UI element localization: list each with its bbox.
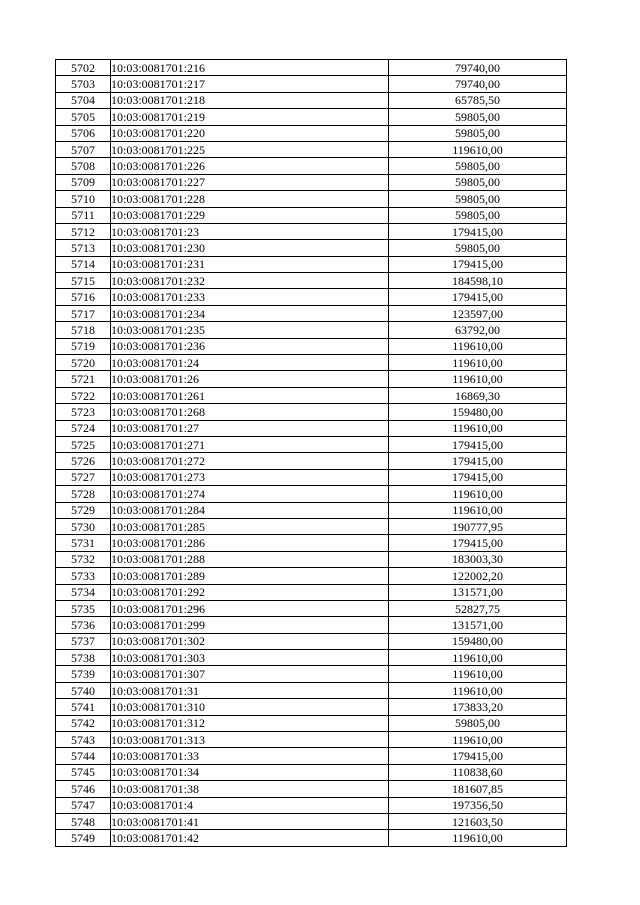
row-number-cell: 5706	[56, 125, 111, 141]
row-number-cell: 5731	[56, 535, 111, 551]
cadastral-number-cell: 10:03:0081701:272	[111, 453, 389, 469]
cadastral-number-cell: 10:03:0081701:235	[111, 322, 389, 338]
value-cell: 59805,00	[389, 191, 567, 207]
row-number-cell: 5724	[56, 420, 111, 436]
value-cell: 63792,00	[389, 322, 567, 338]
value-cell: 119610,00	[389, 666, 567, 682]
table-row	[56, 699, 567, 715]
table-row	[56, 404, 567, 420]
cadastral-number-cell: 10:03:0081701:23	[111, 223, 389, 239]
cadastral-number-cell: 10:03:0081701:313	[111, 732, 389, 748]
row-number-cell: 5729	[56, 502, 111, 518]
cadastral-number-cell: 10:03:0081701:24	[111, 355, 389, 371]
table-row	[56, 76, 567, 92]
table-row	[56, 305, 567, 321]
table-row	[56, 273, 567, 289]
table-row	[56, 715, 567, 731]
cadastral-number-cell: 10:03:0081701:34	[111, 764, 389, 780]
row-number-cell: 5742	[56, 715, 111, 731]
row-number-cell: 5745	[56, 764, 111, 780]
row-number-cell: 5703	[56, 76, 111, 92]
value-cell: 179415,00	[389, 748, 567, 764]
value-cell: 110838,60	[389, 764, 567, 780]
cadastral-number-cell: 10:03:0081701:219	[111, 109, 389, 125]
row-number-cell: 5747	[56, 797, 111, 813]
value-cell: 190777,95	[389, 518, 567, 534]
value-cell: 121603,50	[389, 813, 567, 829]
table-row	[56, 797, 567, 813]
row-number-cell: 5709	[56, 174, 111, 190]
table-row	[56, 518, 567, 534]
value-cell: 65785,50	[389, 92, 567, 108]
cadastral-number-cell: 10:03:0081701:310	[111, 699, 389, 715]
cadastral-number-cell: 10:03:0081701:288	[111, 551, 389, 567]
table-row	[56, 764, 567, 780]
row-number-cell: 5736	[56, 617, 111, 633]
table-row	[56, 338, 567, 354]
row-number-cell: 5710	[56, 191, 111, 207]
cadastral-number-cell: 10:03:0081701:217	[111, 76, 389, 92]
cadastral-number-cell: 10:03:0081701:268	[111, 404, 389, 420]
cadastral-number-cell: 10:03:0081701:285	[111, 518, 389, 534]
row-number-cell: 5737	[56, 633, 111, 649]
value-cell: 119610,00	[389, 650, 567, 666]
cadastral-number-cell: 10:03:0081701:299	[111, 617, 389, 633]
cadastral-number-cell: 10:03:0081701:227	[111, 174, 389, 190]
row-number-cell: 5708	[56, 158, 111, 174]
table-row	[56, 535, 567, 551]
row-number-cell: 5735	[56, 600, 111, 616]
table-row	[56, 486, 567, 502]
cadastral-number-cell: 10:03:0081701:230	[111, 240, 389, 256]
table-row	[56, 420, 567, 436]
row-number-cell: 5713	[56, 240, 111, 256]
value-cell: 119610,00	[389, 338, 567, 354]
cadastral-number-cell: 10:03:0081701:289	[111, 568, 389, 584]
row-number-cell: 5711	[56, 207, 111, 223]
value-cell: 184598,10	[389, 273, 567, 289]
value-cell: 119610,00	[389, 371, 567, 387]
cadastral-number-cell: 10:03:0081701:302	[111, 633, 389, 649]
value-cell: 59805,00	[389, 240, 567, 256]
row-number-cell: 5738	[56, 650, 111, 666]
row-number-cell: 5749	[56, 830, 111, 846]
cadastral-number-cell: 10:03:0081701:286	[111, 535, 389, 551]
cadastral-number-cell: 10:03:0081701:284	[111, 502, 389, 518]
value-cell: 79740,00	[389, 76, 567, 92]
row-number-cell: 5734	[56, 584, 111, 600]
value-cell: 119610,00	[389, 732, 567, 748]
value-cell: 179415,00	[389, 469, 567, 485]
row-number-cell: 5712	[56, 223, 111, 239]
value-cell: 119610,00	[389, 502, 567, 518]
table-row	[56, 732, 567, 748]
cadastral-number-cell: 10:03:0081701:216	[111, 60, 389, 76]
table-row	[56, 551, 567, 567]
value-cell: 179415,00	[389, 289, 567, 305]
row-number-cell: 5744	[56, 748, 111, 764]
cadastral-number-cell: 10:03:0081701:220	[111, 125, 389, 141]
table-row	[56, 568, 567, 584]
value-cell: 119610,00	[389, 486, 567, 502]
table-row	[56, 453, 567, 469]
row-number-cell: 5730	[56, 518, 111, 534]
value-cell: 181607,85	[389, 781, 567, 797]
row-number-cell: 5704	[56, 92, 111, 108]
cadastral-number-cell: 10:03:0081701:312	[111, 715, 389, 731]
row-number-cell: 5741	[56, 699, 111, 715]
table-row	[56, 174, 567, 190]
table-row	[56, 633, 567, 649]
value-cell: 123597,00	[389, 305, 567, 321]
value-cell: 119610,00	[389, 830, 567, 846]
value-cell: 159480,00	[389, 633, 567, 649]
table-row	[56, 223, 567, 239]
cadastral-number-cell: 10:03:0081701:27	[111, 420, 389, 436]
cadastral-number-cell: 10:03:0081701:231	[111, 256, 389, 272]
value-cell: 16869,30	[389, 387, 567, 403]
row-number-cell: 5740	[56, 682, 111, 698]
value-cell: 52827,75	[389, 600, 567, 616]
cadastral-number-cell: 10:03:0081701:38	[111, 781, 389, 797]
value-cell: 179415,00	[389, 223, 567, 239]
cadastral-number-cell: 10:03:0081701:229	[111, 207, 389, 223]
value-cell: 59805,00	[389, 174, 567, 190]
cadastral-number-cell: 10:03:0081701:296	[111, 600, 389, 616]
table-row	[56, 387, 567, 403]
cadastral-number-cell: 10:03:0081701:4	[111, 797, 389, 813]
table-row	[56, 92, 567, 108]
table-row	[56, 256, 567, 272]
row-number-cell: 5733	[56, 568, 111, 584]
row-number-cell: 5726	[56, 453, 111, 469]
table-row	[56, 109, 567, 125]
table-row	[56, 158, 567, 174]
value-cell: 159480,00	[389, 404, 567, 420]
value-cell: 59805,00	[389, 207, 567, 223]
value-cell: 179415,00	[389, 535, 567, 551]
value-cell: 59805,00	[389, 125, 567, 141]
row-number-cell: 5715	[56, 273, 111, 289]
table-row	[56, 600, 567, 616]
value-cell: 59805,00	[389, 158, 567, 174]
table-row	[56, 436, 567, 452]
cadastral-number-cell: 10:03:0081701:228	[111, 191, 389, 207]
cadastral-number-cell: 10:03:0081701:218	[111, 92, 389, 108]
cadastral-number-cell: 10:03:0081701:41	[111, 813, 389, 829]
row-number-cell: 5723	[56, 404, 111, 420]
row-number-cell: 5732	[56, 551, 111, 567]
row-number-cell: 5728	[56, 486, 111, 502]
cadastral-number-cell: 10:03:0081701:33	[111, 748, 389, 764]
row-number-cell: 5719	[56, 338, 111, 354]
table-row	[56, 617, 567, 633]
cadastral-number-cell: 10:03:0081701:236	[111, 338, 389, 354]
value-cell: 119610,00	[389, 682, 567, 698]
cadastral-number-cell: 10:03:0081701:225	[111, 141, 389, 157]
table-row	[56, 355, 567, 371]
cadastral-number-cell: 10:03:0081701:271	[111, 436, 389, 452]
table-row	[56, 469, 567, 485]
row-number-cell: 5725	[56, 436, 111, 452]
table-row	[56, 781, 567, 797]
row-number-cell: 5722	[56, 387, 111, 403]
value-cell: 197356,50	[389, 797, 567, 813]
value-cell: 119610,00	[389, 141, 567, 157]
value-cell: 59805,00	[389, 715, 567, 731]
row-number-cell: 5707	[56, 141, 111, 157]
row-number-cell: 5748	[56, 813, 111, 829]
cadastral-number-cell: 10:03:0081701:292	[111, 584, 389, 600]
table-row	[56, 289, 567, 305]
cadastral-value-table	[55, 59, 567, 847]
value-cell: 173833,20	[389, 699, 567, 715]
table-row	[56, 650, 567, 666]
value-cell: 59805,00	[389, 109, 567, 125]
cadastral-number-cell: 10:03:0081701:307	[111, 666, 389, 682]
value-cell: 183003,30	[389, 551, 567, 567]
row-number-cell: 5727	[56, 469, 111, 485]
value-cell: 179415,00	[389, 436, 567, 452]
table-row	[56, 666, 567, 682]
table-row	[56, 584, 567, 600]
row-number-cell: 5717	[56, 305, 111, 321]
cadastral-number-cell: 10:03:0081701:232	[111, 273, 389, 289]
table-row	[56, 748, 567, 764]
value-cell: 79740,00	[389, 60, 567, 76]
table-row	[56, 371, 567, 387]
table-row	[56, 322, 567, 338]
cadastral-number-cell: 10:03:0081701:26	[111, 371, 389, 387]
table-row	[56, 60, 567, 76]
cadastral-number-cell: 10:03:0081701:42	[111, 830, 389, 846]
table-body	[56, 60, 567, 847]
value-cell: 119610,00	[389, 420, 567, 436]
table-row	[56, 240, 567, 256]
table-row	[56, 141, 567, 157]
row-number-cell: 5739	[56, 666, 111, 682]
row-number-cell: 5714	[56, 256, 111, 272]
row-number-cell: 5716	[56, 289, 111, 305]
value-cell: 122002,20	[389, 568, 567, 584]
value-cell: 119610,00	[389, 355, 567, 371]
cadastral-number-cell: 10:03:0081701:273	[111, 469, 389, 485]
cadastral-number-cell: 10:03:0081701:233	[111, 289, 389, 305]
table-row	[56, 682, 567, 698]
value-cell: 131571,00	[389, 617, 567, 633]
table-row	[56, 191, 567, 207]
table-row	[56, 502, 567, 518]
row-number-cell: 5705	[56, 109, 111, 125]
table-row	[56, 813, 567, 829]
cadastral-number-cell: 10:03:0081701:234	[111, 305, 389, 321]
cadastral-number-cell: 10:03:0081701:261	[111, 387, 389, 403]
row-number-cell: 5720	[56, 355, 111, 371]
cadastral-number-cell: 10:03:0081701:303	[111, 650, 389, 666]
row-number-cell: 5718	[56, 322, 111, 338]
row-number-cell: 5721	[56, 371, 111, 387]
row-number-cell: 5702	[56, 60, 111, 76]
row-number-cell: 5746	[56, 781, 111, 797]
cadastral-number-cell: 10:03:0081701:31	[111, 682, 389, 698]
row-number-cell: 5743	[56, 732, 111, 748]
value-cell: 131571,00	[389, 584, 567, 600]
value-cell: 179415,00	[389, 256, 567, 272]
table-row	[56, 207, 567, 223]
value-cell: 179415,00	[389, 453, 567, 469]
table-row	[56, 830, 567, 846]
table-row	[56, 125, 567, 141]
cadastral-number-cell: 10:03:0081701:226	[111, 158, 389, 174]
cadastral-number-cell: 10:03:0081701:274	[111, 486, 389, 502]
